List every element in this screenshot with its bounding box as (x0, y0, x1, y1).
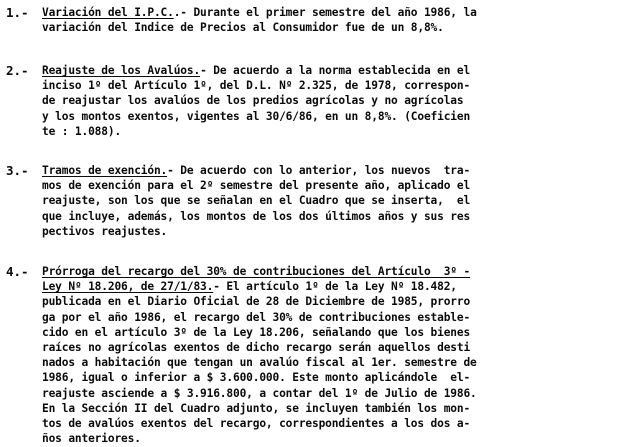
item-line: reajuste, son los que se señalan en el Cuadro que se inserta, el (42, 194, 471, 208)
item-line: ños anteriores. (42, 432, 141, 446)
item-line: 1986, igual o inferior a $ 3.600.000. Este monto aplicándole el- (42, 371, 471, 385)
item-number: 1.- (6, 5, 29, 20)
item-number: 3.- (6, 163, 29, 178)
item-heading: Prórroga del recargo del 30% de contribuciones del Artículo 3º - (42, 265, 471, 278)
item-line: cido en el artículo 3º de la Ley 18.206, señalando que los bienes (42, 325, 471, 339)
item-heading: Variación del I.P.C. (42, 6, 174, 19)
item-heading-cont: Ley Nº 18.206, de 27/1/83. (42, 280, 214, 294)
item-number: 4.- (6, 264, 29, 279)
item-body (42, 5, 626, 35)
item-body (42, 63, 626, 139)
item-line: reajuste asciende a $ 3.916.800, a contar del 1º de Julio de 1986. (42, 386, 477, 400)
item-line: tos de avalúos exentos del recargo, correspondientes a los dos a- (42, 416, 471, 430)
item-line: de reajustar los avalúos de los predios agrícolas y no agrícolas (42, 94, 464, 108)
item-line: raíces no agrícolas exentos de dicho recargo serán aquellos desti (42, 340, 471, 354)
item-heading: Tramos de exención. (42, 164, 168, 177)
item-line: que incluye, además, los montos de los dos últimos años y sus res (42, 209, 471, 223)
item-line: inciso 1º del Artículo 1º, del D.L. Nº 2.325, de 1978, correspon- (42, 79, 471, 93)
item-line: Tramos de exención.- De acuerdo con lo anterior, los nuevos tra- (42, 164, 471, 177)
item-line: variación del Indice de Precios al Consumidor fue de un 8,8%. (42, 21, 444, 35)
item-line: publicada en el Diario Oficial de 28 de Diciembre de 1985, prorro (42, 295, 471, 309)
item-heading: Reajuste de los Avalúos. (42, 64, 201, 77)
item-line: pectivos reajustes. (42, 224, 168, 238)
item-body (42, 163, 626, 239)
item-line: Ley Nº 18.206, de 27/1/83.- El artículo 1º de la Ley Nº 18.482, (42, 280, 457, 294)
item-line: mos de exención para el 2º semestre del presente año, aplicado el (42, 179, 471, 193)
item-line: nados a habitación que tengan un avalúo fiscal al 1er. semestre de (42, 356, 477, 370)
item-number: 2.- (6, 63, 29, 78)
item-body (42, 264, 626, 446)
item-line: ga por el año 1986, el recargo del 30% de contribuciones estable- (42, 310, 471, 324)
item-line: En la Sección II del Cuadro adjunto, se incluyen también los mon- (42, 401, 471, 415)
item-line: te : 1.088). (42, 124, 122, 138)
item-line: Variación del I.P.C..- Durante el primer semestre del año 1986, la (42, 6, 477, 19)
item-line: y los montos exentos, vigentes al 30/6/86, en un 8,8%. (Coeficien (42, 109, 471, 123)
item-line: Reajuste de los Avalúos.- De acuerdo a la norma establecida en el (42, 64, 471, 77)
